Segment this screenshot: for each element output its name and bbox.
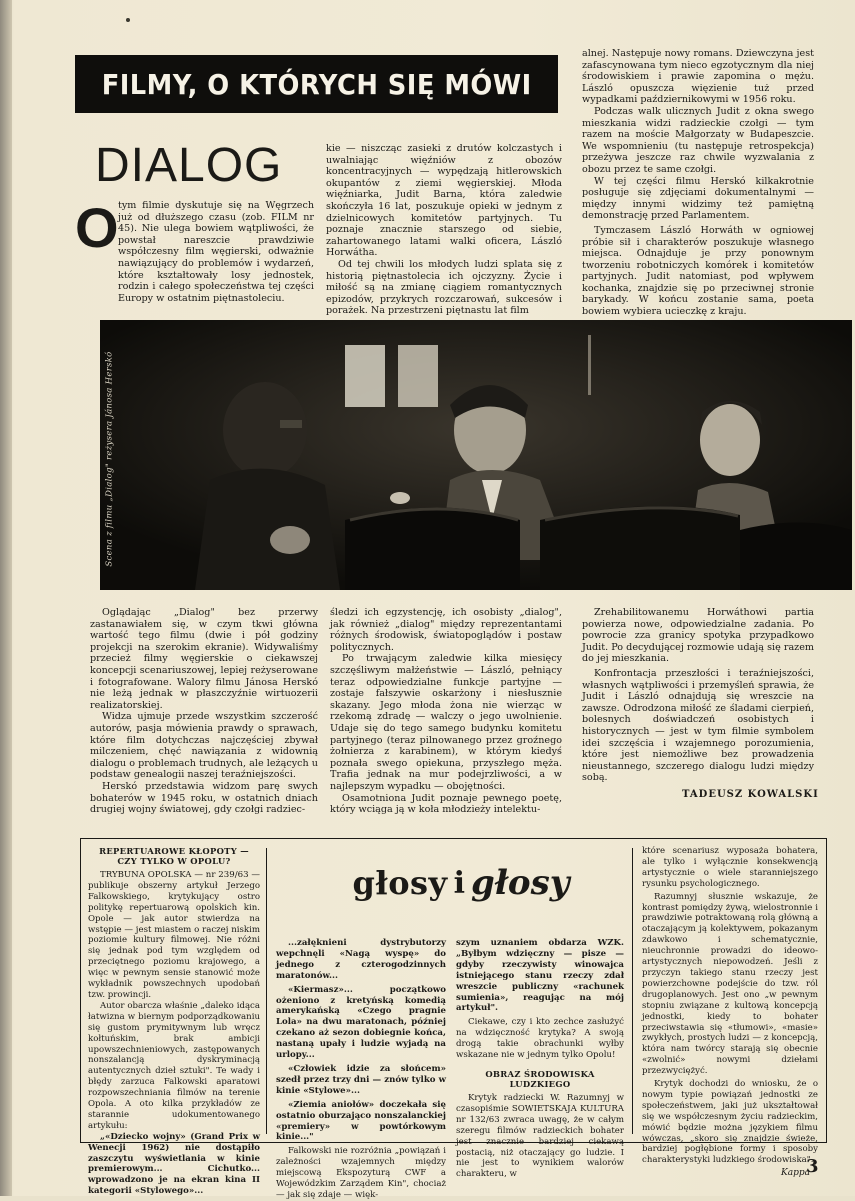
article-column-4	[90, 607, 318, 816]
author-name: TADEUSZ KOWALSKI	[682, 789, 819, 800]
paragraph: alnej. Następuje nowy romans. Dziewczyna jest zafascynowana tym nieco egzotycznym dla niej środowiskiem i prawie zapomina o mężu. László opuszcza więzienie tuż przed wypadkami październikowymi w 1956 roku.	[582, 48, 814, 106]
article-title: DIALOG	[95, 139, 283, 192]
paragraph: Osamotniona Judit poznaje pewnego poetę, który wciąga ją w koła młodzieży intelektu-	[330, 792, 562, 816]
print-speck	[126, 18, 130, 22]
paragraph: Oglądając „Dialog" bez przerwy zastanawiałem się, w czym tkwi główna wartość tego filmu (dwie i pół godziny projekcji na szerokim ekranie). Widywaliśmy przecież filmy węgierskie o ciekawszej koncepcji scenariuszowej, lepiej reżyserowane i fotografowane. Walory filmu Jánosa Herskó nie leżą jednak w płaszczyźnie wirtuozerii realizatorskiej.	[90, 607, 318, 711]
article-column-5	[330, 607, 562, 816]
article-column-6	[582, 607, 814, 785]
paragraph: Widza ujmuje przede wszystkim szczerość autorów, pasja mówienia prawdy o sprawach, które film dotychczas najczęściej zbywał milczeniem, chęć nawiązania z widownią dialogu o problemach trudnych, ale leżących u podstaw genealogii naszej teraźniejszości.	[90, 711, 318, 781]
film-still-photo	[100, 320, 852, 590]
paragraph: Zrehabilitowanemu Horwáthowi partia powierza nowe, odpowiedzialne zadania. Po powrocie zza granicy spotyka przypadkowo Judit. Po decydującej rozmowie udają się razem do jej mieszkania.	[582, 607, 814, 665]
page-number: 3	[806, 1156, 819, 1177]
paragraph: kie — niszcząc zasieki z drutów kolczastych i uwalniając więźniów z obozów koncentracyjnych — wypędzają hitlerowskich okupantów z ziemi węgierskiej. Młoda więźniarka, Judit Barna, która zaledwie skończyła 16 lat, poszukuje opieki w jednym z dzielnicowych komitetów partyjnych. Tu poznaje znacznie starszego od siebie, zahartowanego latami walki oficera, László Horwátha.	[326, 143, 562, 259]
paragraph: Ciekawe, czy i kto zechce zasłużyć na wdzięczność krytyka? A swoją drogą takie obrachunki wyłby wskazane nie w jednym tylko Opolu!	[456, 1017, 624, 1061]
paragraph: Konfrontacja przeszłości i teraźniejszości, własnych wątpliwości i przemyśleń sprawia, że Judit i László odnajdują się wreszcie na zawsze. Odrodzona miłość ze śladami cierpień, bolesnych doświadczeń osobistych i historycznych — jest w tym filmie symbolem idei szczęścia i wzajemnego porozumienia, które jest niemożliwe bez prowadzenia nieustannego, szczerego dialogu ludzi między sobą.	[582, 667, 814, 784]
paragraph: Po trwającym zaledwie kilka miesięcy szczęśliwym małżeństwie — László, pełniący teraz odpowiedzialne funkcje partyjne — zostaje fałszywie oskarżony i niesłusznie skazany. Jego młoda żona nie wierząc w rzekomą zdradę — walczy o jego uwolnienie. Udaje się do tego samego budynku komitetu partyjnego (teraz pilnowanego przez groźnego żołnierza z karabinem), w którym kiedyś poznała swego opiekuna, przyszłego męża. Trafia jednak na mur podejrzliwości, a w najlepszym wypadku — obojętności.	[330, 653, 562, 792]
intro-paragraph: tym filmie dyskutuje się na Węgrzech już od dłuższego czasu (zob. FILM nr 45). Nie ulega bowiem wątpliwości, że powstał nareszcie prawdziwie współczesny film węgierski, odważnie nawiązujący do problemów i wydarzeń, które kształtowały losy jednostek, rodzin i całego społeczeństwa tej części Europy w ostatnim piętnastoleciu.	[118, 200, 314, 304]
paragraph: Autor obarcza właśnie „daleko idąca łatwizna w biernym podporządkowaniu się gustom prymitywnym lub wręcz kołtuńskim, brak ambicji upowszechnieniowych, zastępowanych nonszalancją dyskryminacją autentycznych dzieł sztuki". Te wady i błędy zarzuca Falkowski aparatowi rozpowszechniania filmów na terenie Opola. A oto kilka przykładów ze starannie udokumentowanego artykułu:	[88, 1000, 260, 1131]
drop-cap: O	[75, 196, 119, 259]
paragraph: Razumnyj słusznie wskazuje, że kontrast pomiędzy żywą, wielostronnie i prawdziwie potraktowaną rolą główną a otaczającym ją kolektywem, pokazanym zdawkowo i schematycznie, nieuchronnie prowadzi do ideowo-artystycznych niepowodzeń. Jeśli z przyczyn takiego stanu rzeczy jest powierzchowne podejście do tzw. ról drugoplanowych. Jest ono „w pewnym stopniu związane z kultową koncepcją jednostki, kiedy to bohater przeciwstawia się «tłumowi», «masie» zwykłych, prostych ludzi — z koncepcją, która nam twórcy starają się obecnie «zwolnić» nowymi dziełami przezwyciężyć.	[642, 891, 818, 1077]
paragraph: «Kiermasz»... początkowo ożeniono z kretyńską komedią amerykańską «Czego pragnie Lola» na dwu maratonach, później czekano aż sezon dobiegnie końca, nastaną upały i ludzie wyjadą na urlopy...	[276, 984, 446, 1061]
column-divider	[632, 848, 633, 1134]
film-still-illustration	[100, 320, 852, 590]
logo-word: i	[453, 865, 466, 901]
box-heading: OBRAZ ŚRODOWISKA LUDZKIEGO	[485, 1068, 595, 1089]
paragraph: „«Dziecko wojny» (Grand Prix w Wenecji 1962) nie dostąpiło zaszczytu wyświetlania w kinie premierowym... Cichutko... wprowadzono je na ekran kina II kategorii «Stylowego»...	[88, 1131, 260, 1197]
paragraph: W tej części filmu Herskó kilkakrotnie posługuje się zdjęciami dokumentalnymi — między innymi widzimy też pamiętną demonstrację przed Parlamentem.	[582, 175, 814, 222]
paragraph: które scenariusz wyposaża bohatera, ale tylko i wyłącznie konsekwencją artystycznie o wiele staranniejszego rysunku psychologicznego.	[642, 846, 818, 889]
column-divider	[266, 848, 267, 1134]
article-column-2	[326, 143, 562, 317]
section-banner-text: FILMY, O KTÓRYCH SIĘ MÓWI	[101, 67, 532, 101]
paragraph: «Ziemia aniołów» doczekała się ostatnio oburzająco nonszalanckiej «premiery» w powtórkowym kinie..."	[276, 1099, 446, 1143]
paragraph: «Człowiek idzie za słońcem» szedł przez trzy dni — znów tylko w kinie «Stylowe»...	[276, 1063, 446, 1096]
box-column-mid-1	[276, 938, 446, 1200]
paragraph: Od tej chwili los młodych ludzi splata się z historią piętnastolecia ich ojczyzny. Życie i miłość są na zmianę ciągiem romantycznych epizodów, przykrych rozczarowań, sukcesów i porażek. Na przestrzeni piętnastu lat film	[326, 258, 562, 317]
logo-word: głosy	[352, 864, 448, 902]
paragraph: Falkowski nie rozróżnia „powiązań i zależności wzajemnych między miejscową Ekspozyturą CWF a Wojewódzkim Zarządem Kin", chociaż — jak się zdaje — więk-	[276, 1146, 446, 1200]
photo-caption: Scena z filmu „Dialog" reżysera Jánosa Herskó	[105, 351, 115, 567]
box-heading: REPERTUAROWE KŁOPOTY — CZY TYLKO W OPOLU?	[99, 846, 249, 866]
paragraph: Krytyk dochodzi do wniosku, że o nowym typie powiązań jednostki ze społeczeństwem, jaki już ukształtował się we współczesnym życiu radzieckim, mówić będzie można językiem filmu wówczas, „skoro się znajdzie świeże, bardziej pogłębione formy i sposoby charakterystyki ludzkiego środowiska".	[642, 1079, 818, 1166]
logo-word: głosy	[471, 863, 570, 903]
paragraph: Krytyk radziecki W. Razumnyj w czasopiśmie SOWIETSKAJA KULTURA nr 132/63 zwraca uwagę, że w całym szeregu filmów radzieckich bohater jest znacznie bardziej ciekawą postacią, niż otaczający go ludzie. I nie jest to wynikiem walorów charakteru, w	[456, 1092, 624, 1180]
box-signature: Kappa	[781, 1168, 810, 1179]
box-column-right	[642, 846, 818, 1179]
box-column-left	[88, 846, 260, 1197]
paragraph: Herskó przedstawia widzom parę swych bohaterów w 1945 roku, w ostatnich dniach drugiej wojny światowej, gdy czołgi radziec-	[90, 780, 318, 816]
paragraph: Podczas walk ulicznych Judit z okna swego mieszkania widzi radzieckie czołgi — tym razem na moście Małgorzaty w Budapeszcie. We wspomnieniu (tu następuje retrospekcja) przeżywa jeszcze raz chwile wyzwalania z obozu przez te same czołgi.	[582, 105, 814, 175]
paragraph: szym uznaniem obdarza WZK. „Byłbym wdzięczny — pisze — gdyby rzeczywisty winowajca istniejącego stanu rzeczy zdał wreszcie publiczny «rachunek sumienia», reagując na mój artykuł".	[456, 938, 624, 1014]
paragraph: Tymczasem László Horwáth w ogniowej próbie sił i charakterów poszukuje własnego miejsca. Odnajduje je przy ponownym tworzeniu robotniczych komórek i komitetów partyjnych. Judit natomiast, pod wpływem kochanka, znajdzie się po przeciwnej stronie barykady. W końcu zostanie sama, poeta bowiem wybiera ucieczkę z kraju.	[582, 224, 814, 318]
voices-logo	[300, 859, 622, 907]
paragraph: TRYBUNA OPOLSKA — nr 239/63 — publikuje obszerny artykuł Jerzego Falkowskiego, krytykujący ostro politykę repertuarową opolskich kin. Opole — jak autor stwierdza na wstępie — jest miastem o raczej niskim poziomie kultury filmowej. Nie różni się jednak pod tym względem od przeciętnego poziomu krajowego, a więc w pewnym sensie stanowić może wykładnik powszechnych upodobań tzw. prowincji.	[88, 870, 260, 1000]
paragraph: ...załęknieni dystrybutorzy wepchnęli «Nagą wyspę» do jednego z czterogodzinnych maratonów...	[276, 938, 446, 981]
paragraph: śledzi ich egzystencję, ich osobisty „dialog", jak również „dialog" między reprezentantami różnych środowisk, światopoglądów i postaw politycznych.	[330, 607, 562, 653]
box-column-mid-2	[456, 938, 624, 1180]
article-column-3	[582, 48, 814, 316]
page-binding-edge	[0, 0, 12, 1196]
section-banner	[75, 55, 558, 113]
